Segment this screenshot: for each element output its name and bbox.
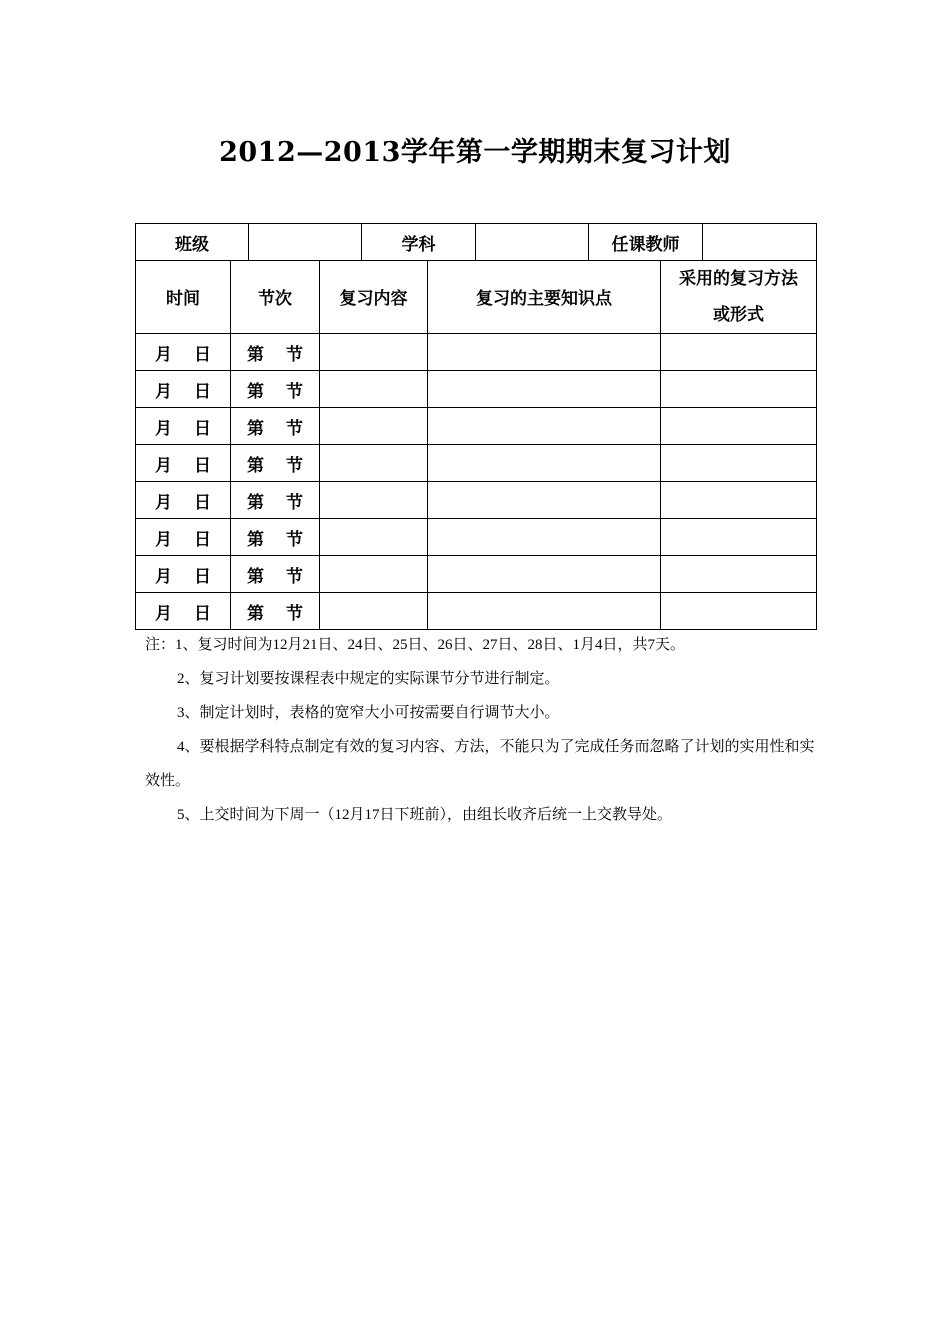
method-cell[interactable] [661, 445, 817, 482]
teacher-label: 任课教师 [589, 224, 703, 261]
info-table [135, 223, 817, 261]
period-cell[interactable] [231, 482, 320, 519]
di-label: 第 [247, 455, 264, 476]
period-cell[interactable] [231, 445, 320, 482]
note-4: 4、要根据学科特点制定有效的复习内容、方法，不能只为了完成任务而忽略了计划的实用性和实效性。 [145, 739, 815, 789]
content-cell[interactable] [320, 371, 428, 408]
class-label: 班级 [136, 224, 249, 261]
time-cell[interactable] [136, 371, 231, 408]
jie-label: 节 [286, 566, 303, 587]
review-plan-table [135, 260, 817, 630]
knowledge-cell[interactable] [428, 556, 661, 593]
knowledge-cell[interactable] [428, 371, 661, 408]
info-row [136, 224, 817, 261]
time-cell[interactable] [136, 334, 231, 371]
header-method [661, 260, 817, 334]
month-label: 月 [155, 381, 172, 402]
di-label: 第 [247, 492, 264, 513]
content-cell[interactable] [320, 482, 428, 519]
month-label: 月 [155, 344, 172, 365]
header-period: 节次 [231, 260, 320, 334]
subject-label: 学科 [362, 224, 476, 261]
table-row [136, 371, 817, 408]
knowledge-cell[interactable] [428, 445, 661, 482]
time-cell[interactable] [136, 593, 231, 630]
day-label: 日 [194, 603, 211, 624]
header-content: 复习内容 [320, 260, 428, 334]
header-time: 时间 [136, 260, 231, 334]
content-cell[interactable] [320, 519, 428, 556]
method-cell[interactable] [661, 519, 817, 556]
method-cell[interactable] [661, 408, 817, 445]
di-label: 第 [247, 566, 264, 587]
period-cell[interactable] [231, 519, 320, 556]
knowledge-cell[interactable] [428, 408, 661, 445]
knowledge-cell[interactable] [428, 593, 661, 630]
method-cell[interactable] [661, 593, 817, 630]
jie-label: 节 [286, 418, 303, 439]
note-5: 5、上交时间为下周一（12月17日下班前），由组长收齐后统一上交教导处。 [177, 807, 673, 823]
knowledge-cell[interactable] [428, 519, 661, 556]
note-1: 注：1、复习时间为12月21日、24日、25日、26日、27日、28日、1月4日，共7天。 [145, 637, 686, 653]
knowledge-cell[interactable] [428, 334, 661, 371]
jie-label: 节 [286, 529, 303, 550]
table-row [136, 556, 817, 593]
table-header-row [136, 260, 817, 334]
time-cell[interactable] [136, 519, 231, 556]
page-title: 2012—2013学年第一学期期末复习计划 [219, 137, 731, 168]
time-cell[interactable] [136, 556, 231, 593]
subject-value-cell[interactable] [476, 224, 589, 261]
time-cell[interactable] [136, 408, 231, 445]
day-label: 日 [194, 418, 211, 439]
month-label: 月 [155, 455, 172, 476]
time-cell[interactable] [136, 445, 231, 482]
method-cell[interactable] [661, 482, 817, 519]
method-cell[interactable] [661, 371, 817, 408]
day-label: 日 [194, 455, 211, 476]
class-value-cell[interactable] [249, 224, 362, 261]
month-label: 月 [155, 529, 172, 550]
jie-label: 节 [286, 603, 303, 624]
time-cell[interactable] [136, 482, 231, 519]
knowledge-cell[interactable] [428, 482, 661, 519]
table-row [136, 519, 817, 556]
di-label: 第 [247, 344, 264, 365]
di-label: 第 [247, 381, 264, 402]
header-method-line2: 或形式 [713, 304, 764, 325]
content-cell[interactable] [320, 408, 428, 445]
period-cell[interactable] [231, 408, 320, 445]
period-cell[interactable] [231, 593, 320, 630]
teacher-value-cell[interactable] [703, 224, 817, 261]
note-3: 3、制定计划时，表格的宽窄大小可按需要自行调节大小。 [177, 705, 560, 721]
note-2: 2、复习计划要按课程表中规定的实际课节分节进行制定。 [177, 671, 560, 687]
di-label: 第 [247, 529, 264, 550]
jie-label: 节 [286, 455, 303, 476]
di-label: 第 [247, 418, 264, 439]
day-label: 日 [194, 529, 211, 550]
day-label: 日 [194, 492, 211, 513]
table-row [136, 334, 817, 371]
table-row [136, 445, 817, 482]
day-label: 日 [194, 381, 211, 402]
header-method-line1: 采用的复习方法 [679, 268, 798, 289]
jie-label: 节 [286, 344, 303, 365]
content-cell[interactable] [320, 334, 428, 371]
jie-label: 节 [286, 381, 303, 402]
month-label: 月 [155, 418, 172, 439]
di-label: 第 [247, 603, 264, 624]
period-cell[interactable] [231, 371, 320, 408]
period-cell[interactable] [231, 334, 320, 371]
method-cell[interactable] [661, 556, 817, 593]
notes-section [145, 628, 817, 832]
day-label: 日 [194, 344, 211, 365]
jie-label: 节 [286, 492, 303, 513]
month-label: 月 [155, 603, 172, 624]
table-row [136, 593, 817, 630]
table-row [136, 408, 817, 445]
content-cell[interactable] [320, 445, 428, 482]
table-row [136, 482, 817, 519]
content-cell[interactable] [320, 593, 428, 630]
method-cell[interactable] [661, 334, 817, 371]
month-label: 月 [155, 492, 172, 513]
period-cell[interactable] [231, 556, 320, 593]
day-label: 日 [194, 566, 211, 587]
header-knowledge: 复习的主要知识点 [428, 260, 661, 334]
month-label: 月 [155, 566, 172, 587]
content-cell[interactable] [320, 556, 428, 593]
